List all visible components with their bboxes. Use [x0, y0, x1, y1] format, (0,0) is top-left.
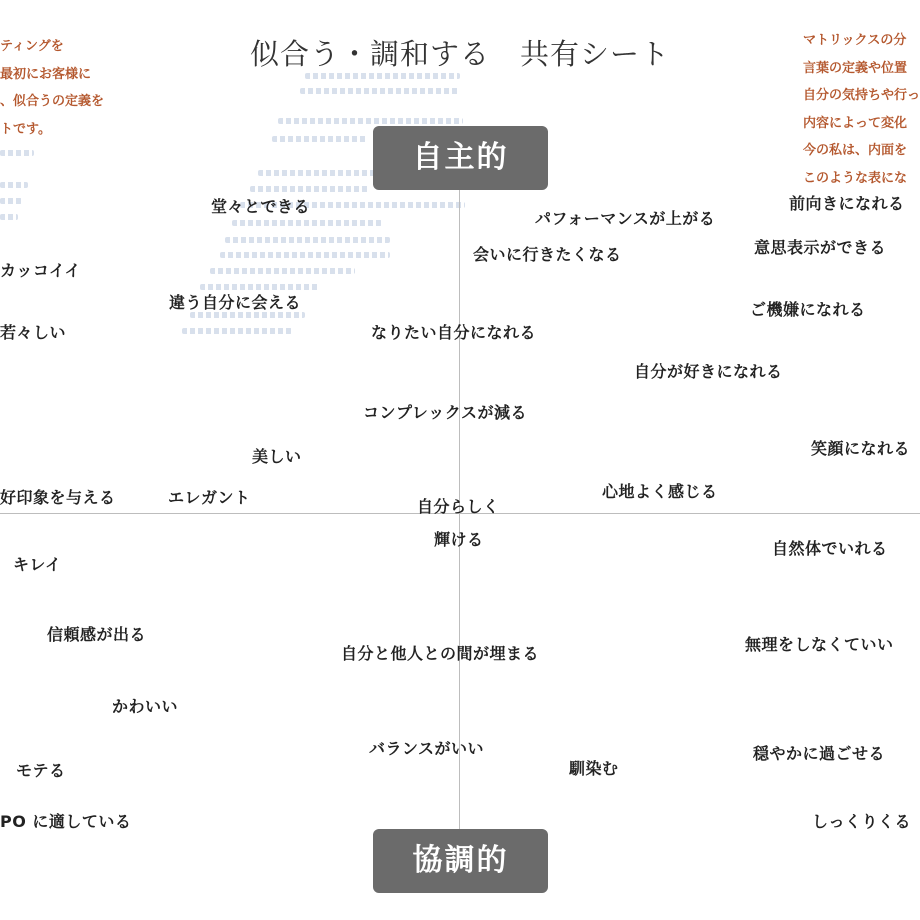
right-note — [803, 27, 920, 192]
axis-top-label: 自主的 — [373, 126, 548, 190]
faint-text-remnant — [220, 252, 390, 258]
word-kakkoii: カッコイイ — [0, 261, 82, 280]
left-note-line: 、似合うの定義を — [0, 94, 105, 109]
faint-text-remnant — [225, 237, 390, 243]
word-kawaii: かわいい — [112, 697, 179, 716]
left-note-line: トです。 — [0, 121, 51, 137]
word-aini: 会いに行きたくなる — [473, 245, 622, 264]
word-muri: 無理をしなくていい — [745, 635, 894, 654]
faint-text-remnant — [0, 198, 22, 204]
word-kokochi: 心地よく感じる — [602, 482, 718, 501]
word-balance: バランスがいい — [369, 739, 485, 758]
word-odayaka: 穏やかに過ごせる — [753, 744, 886, 763]
word-naritai: なりたい自分になれる — [371, 323, 537, 342]
word-aida: 自分と他人との間が埋まる — [341, 644, 540, 663]
word-chigau: 違う自分に会える — [169, 293, 302, 312]
word-doudou: 堂々とできる — [211, 197, 311, 216]
word-egao: 笑顔になれる — [811, 439, 911, 458]
word-ishi: 意思表示ができる — [754, 238, 887, 257]
right-note-line: 自分の気持ちや行っ — [803, 88, 920, 103]
word-complex: コンプレックスが減る — [363, 403, 528, 422]
faint-text-remnant — [0, 214, 18, 220]
word-jibunrashiku: 自分らしく — [417, 497, 500, 516]
word-performance: パフォーマンスが上がる — [535, 209, 716, 228]
word-kagayakeru: 輝ける — [434, 530, 484, 549]
axis-bottom-label: 協調的 — [373, 829, 548, 893]
faint-text-remnant — [278, 118, 463, 124]
right-note-line: 内容によって変化 — [803, 115, 908, 131]
faint-text-remnant — [305, 73, 460, 79]
word-maemuki: 前向きになれる — [789, 194, 905, 213]
word-sukini: 自分が好きになれる — [634, 362, 783, 381]
word-najimu: 馴染む — [569, 759, 619, 778]
left-note — [0, 33, 130, 143]
word-shikkuri: しっくりくる — [812, 812, 912, 831]
word-shinrai: 信頼感が出る — [47, 625, 147, 644]
faint-text-remnant — [0, 182, 28, 188]
faint-text-remnant — [272, 136, 367, 142]
right-note-line: 言葉の定義や位置 — [803, 60, 908, 76]
word-gokigen: ご機嫌になれる — [750, 300, 866, 319]
page-title: 似合う・調和する 共有シート — [249, 37, 670, 71]
word-koinsho: 好印象を与える — [0, 488, 116, 507]
faint-text-remnant — [232, 220, 382, 226]
faint-text-remnant — [0, 150, 34, 156]
faint-text-remnant — [182, 328, 292, 334]
word-tpo: PO に適している — [0, 812, 132, 831]
word-kirei: キレイ — [13, 555, 62, 574]
word-elegant: エレガント — [168, 488, 251, 507]
word-shizentai: 自然体でいれる — [772, 539, 888, 558]
right-note-line: マトリックスの分 — [803, 33, 907, 48]
right-note-line: このような表にな — [803, 170, 908, 186]
left-note-line: ティングを — [0, 39, 64, 54]
right-note-line: 今の私は、内面を — [803, 143, 908, 158]
word-moteru: モテる — [16, 761, 66, 780]
faint-text-remnant — [250, 186, 370, 192]
faint-text-remnant — [210, 268, 355, 274]
left-note-line: 最初にお客様に — [0, 66, 92, 82]
word-wakawakashii: 若々しい — [0, 323, 67, 342]
faint-text-remnant — [300, 88, 460, 94]
word-utsukushii: 美しい — [252, 447, 302, 466]
